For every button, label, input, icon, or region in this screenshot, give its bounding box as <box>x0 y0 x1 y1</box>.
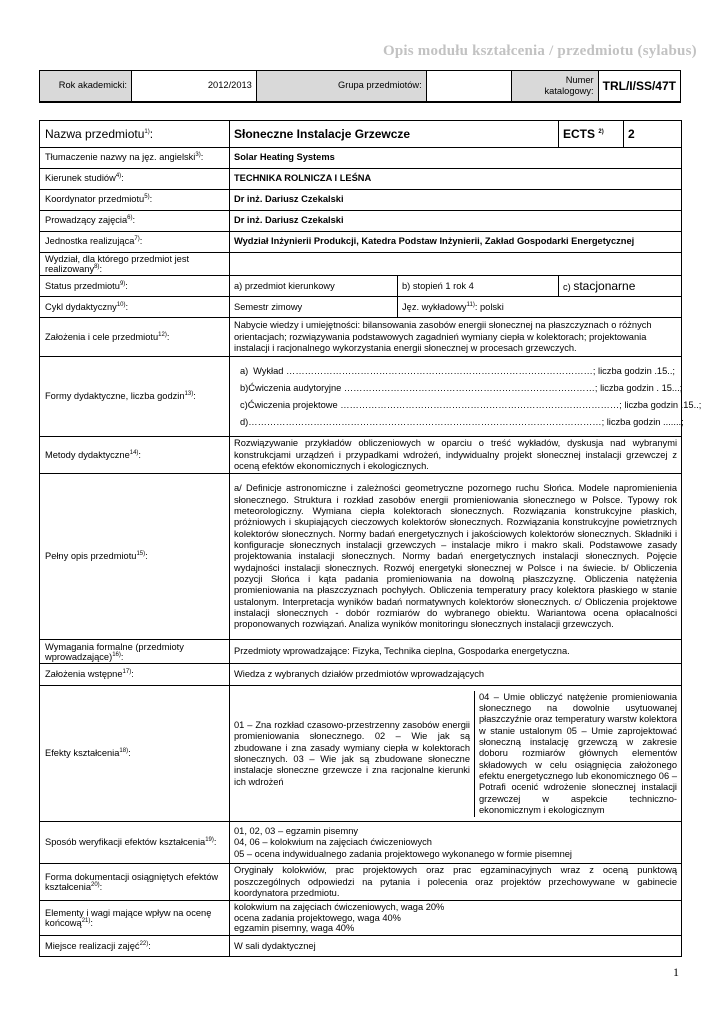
cycle-label: Cykl dydaktyczny$^{10)}$: <box>40 297 230 318</box>
requirements-label: Wymagania formalne (przedmioty wprowadzające)$^{16)}$: <box>40 640 230 664</box>
weights-line: kolokwium na zajęciach ćwiczeniowych, waga 20% <box>234 902 445 913</box>
effects-row <box>40 686 682 822</box>
ects-label: ECTS $^{2)}$ <box>559 121 624 148</box>
requirements-row <box>40 640 682 664</box>
lecturer-value: Dr inż. Dariusz Czekalski <box>230 211 682 232</box>
status-type: a) przedmiot kierunkowy <box>230 276 398 297</box>
translation-value: Solar Heating Systems <box>230 148 682 169</box>
documentation-label: Forma dokumentacji osiągniętych efektów kształcenia$^{20)}$: <box>40 864 230 901</box>
weights-row <box>40 901 682 936</box>
unit-row <box>40 232 682 253</box>
header-table <box>39 70 681 103</box>
course-name-value: Słoneczne Instalacje Grzewcze <box>230 121 559 148</box>
translation-label: Tłumaczenie nazwy na jęz. angielski$^{3)}$: <box>40 148 230 169</box>
course-group-label: Grupa przedmiotów: <box>256 71 426 103</box>
forms-list-item: b) Ćwiczenia audytoryjne ……………………………………………………………………… ; liczba godzin . 15...; <box>240 382 683 393</box>
forms-list <box>240 363 702 431</box>
verification-value <box>230 822 682 864</box>
assumptions-value: Wiedza z wybranych działów przedmiotów wprowadzających <box>230 664 682 686</box>
catalog-number-label: Numer katalogowy: <box>512 71 598 103</box>
unit-label: Jednostka realizująca$^{7)}$: <box>40 232 230 253</box>
place-value: W sali dydaktycznej <box>230 936 682 957</box>
status-mode: c) stacjonarne <box>559 276 682 297</box>
methods-label: Metody dydaktyczne$^{14)}$: <box>40 437 230 474</box>
methods-value: Rozwiązywanie przykładów obliczeniowych w oparciu o treść wykładów, dyskusja nad wybranymi konstrukcjami urządzeń i przypadkami wdrożeń, indywidualny projekt słonecznej instalacji grzewczej z oceną efektów ekonomicznych i ekologicznych. <box>230 437 682 474</box>
coordinator-row <box>40 190 682 211</box>
weights-line: ocena zadania projektowego, waga 40% <box>234 912 401 923</box>
faculty-value <box>230 253 682 276</box>
field-of-study-value: TECHNIKA ROLNICZA I LEŚNA <box>230 169 682 190</box>
forms-label: Formy dydaktyczne, liczba godzin$^{13)}$: <box>40 357 230 437</box>
effects-value <box>230 686 682 822</box>
lecturer-row <box>40 211 682 232</box>
catalog-number-value: TRL/I/SS/47T <box>598 71 680 103</box>
cycle-semester: Semestr zimowy <box>230 297 398 318</box>
lecturer-label: Prowadzący zajęcia$^{6)}$: <box>40 211 230 232</box>
weights-line: egzamin pisemny, waga 40% <box>234 923 355 934</box>
field-of-study-row <box>40 169 682 190</box>
assumptions-row <box>40 664 682 686</box>
forms-list-item: a) Wykład ……………………………………………………………………………………… ; liczba godzin .15..; <box>240 365 676 376</box>
place-label: Miejsce realizacji zajęć$^{22)}$: <box>40 936 230 957</box>
syllabus-table <box>39 120 702 957</box>
forms-value <box>230 357 702 437</box>
academic-year-label: Rok akademicki: <box>40 71 132 103</box>
description-label: Pełny opis przedmiotu$^{15)}$: <box>40 474 230 640</box>
verification-line: 04, 06 – kolokwium na zajęciach ćwiczeniowych <box>234 837 432 848</box>
effects-knowledge: 01 – Zna rozkład czasowo-przestrzenny zasobów energii promieniowania słonecznego. 02 – Wie jak są zbudowane i zna zasady wymiany ciepła w kolektorach słonecznych. 03 – Wie jak są zbudowane słoneczne instalacje słoneczne grzewcze i zna racjonalne kierunki ich wdrożeń <box>234 719 470 787</box>
status-label: Status przedmiotu$^{9)}$: <box>40 276 230 297</box>
forms-list-item: c) Ćwiczenia projektowe ……………………………………………………………………………… ; liczba godzin .15..; <box>240 399 702 410</box>
goals-value: Nabycie wiedzy i umiejętności: bilansowania zasobów energii słonecznej na płaszczyznach o różnych orientacjach; rozwiązywania podstawowych zagadnień wymiany ciepła w kolektorach; projektowania instalacji i racjonalnego wykorzystania energii słonecznej w procesach grzewczych. <box>230 318 682 357</box>
course-name-row <box>40 121 682 148</box>
page-number: 1 <box>673 965 679 979</box>
methods-row <box>40 437 682 474</box>
goals-label: Założenia i cele przedmiotu$^{12)}$: <box>40 318 230 357</box>
requirements-value: Przedmioty wprowadzające: Fizyka, Technika cieplna, Gospodarka energetyczna. <box>230 640 682 664</box>
faculty-row <box>40 253 682 276</box>
effects-skills: 04 – Umie obliczyć natężenie promieniowania słonecznego na dowolnie usytuowanej płaszczyźnie oraz temperatury warstw kolektora w stanie ustalonym 05 – Umie zaprojektować słoneczną instalację grzewczą w zakresie doboru rozmiarów głównych elementów składowych w celu osiągnięcia założonego efektu energetycznego lub ekonomicznego 06 – Potrafi ocenić wdrożenie słonecznej instalacji grzewczej w aspekcie techniczno-ekonomicznym i ekologicznym <box>474 691 681 818</box>
verification-line: 01, 02, 03 – egzamin pisemny <box>234 825 359 836</box>
assumptions-label: Założenia wstępne$^{17)}$: <box>40 664 230 686</box>
ects-value: 2 <box>624 121 682 148</box>
translation-row <box>40 148 682 169</box>
faculty-label: Wydział, dla którego przedmiot jest realizowany$^{8)}$: <box>40 253 230 276</box>
course-group-value <box>426 71 512 103</box>
coordinator-value: Dr inż. Dariusz Czekalski <box>230 190 682 211</box>
forms-list-item: d) …………………………………………………………………………………………………… ; liczba godzin .......; <box>240 416 684 427</box>
effects-label: Efekty kształcenia$^{18)}$: <box>40 686 230 822</box>
field-of-study-label: Kierunek studiów$^{4)}$: <box>40 169 230 190</box>
course-name-label: Nazwa przedmiotu$^{1)}$: <box>40 121 230 148</box>
document-title: Opis modułu kształcenia / przedmiotu (sylabus) <box>383 43 697 59</box>
academic-year-value: 2012/2013 <box>131 71 256 103</box>
lecture-language: Jęz. wykładowy$^{11)}$: polski <box>398 297 682 318</box>
verification-line: 05 – ocena indywidualnego zadania projektowego wykonanego w formie pisemnej <box>234 848 573 859</box>
goals-row <box>40 318 682 357</box>
status-level-year: b) stopień 1 rok 4 <box>398 276 559 297</box>
description-row <box>40 474 682 640</box>
documentation-value: Oryginały kolokwiów, prac projektowych oraz prac egzaminacyjnych wraz z oceną punktową poszczególnych odpowiedzi na pytania i polecenia oraz projektów przechowywane w gabinecie koordynatora przedmiotu. <box>230 864 682 901</box>
documentation-row <box>40 864 682 901</box>
place-row <box>40 936 682 957</box>
verification-label: Sposób weryfikacji efektów kształcenia$^{19)}$: <box>40 822 230 864</box>
cycle-row <box>40 297 682 318</box>
weights-label: Elementy i wagi mające wpływ na ocenę końcową$^{21)}$: <box>40 901 230 936</box>
unit-value: Wydział Inżynierii Produkcji, Katedra Podstaw Inżynierii, Zakład Gospodarki Energetycznej <box>230 232 682 253</box>
description-value: a/ Definicje astronomiczne i zależności geometryczne pozornego ruchu Słońca. Modele napromienienia słonecznego. Struktura i rozkład zasobów energii promieniowania słonecznego w Polsce. Typowy rok meteorologiczny. Wymiana ciepła kolektorach słonecznych. Rozwiązania konstrukcyjne płaskich, próżniowych i skupiających cieczowych kolektorów słonecznych. Rozwiązania konstrukcyjne powietrznych kolektorów słonecznych. Normy badań energetycznych i jakościowych kolektorów słonecznych. Składniki i konfiguracje słonecznych instalacji grzewczych – instalacje mikro i makro skali. Podstawowe zasady projektowania instalacji słonecznych. Normy badań energetycznych instalacji słonecznych. Pojęcie wydajności instalacji słonecznych. Rozwój energetyki słonecznej w Polsce i na świecie. b/ Obliczenia pozycji Słońca i kąta padania promieniowania na dowolną płaszczyznę. Obliczenia natężenia promieniowania na płaszczyznach pochyłych. Obliczenia temperatury pracy kolektora płaskiego w stanie ustalonym. Interpretacja wyników badań normatywnych kolektorów słonecznych. c/ Obliczenia projektowe instalacji słonecznych - dobór rozmiarów do wybranego obiektu. Wariantowa ocena opłacalności proponowanych rozwiązań. Analiza wyników monitoringu słonecznych instalacji grzewczych. <box>230 474 682 640</box>
status-row <box>40 276 682 297</box>
coordinator-label: Koordynator przedmiotu$^{5)}$: <box>40 190 230 211</box>
forms-row <box>40 357 682 437</box>
verification-row <box>40 822 682 864</box>
weights-value <box>230 901 682 936</box>
